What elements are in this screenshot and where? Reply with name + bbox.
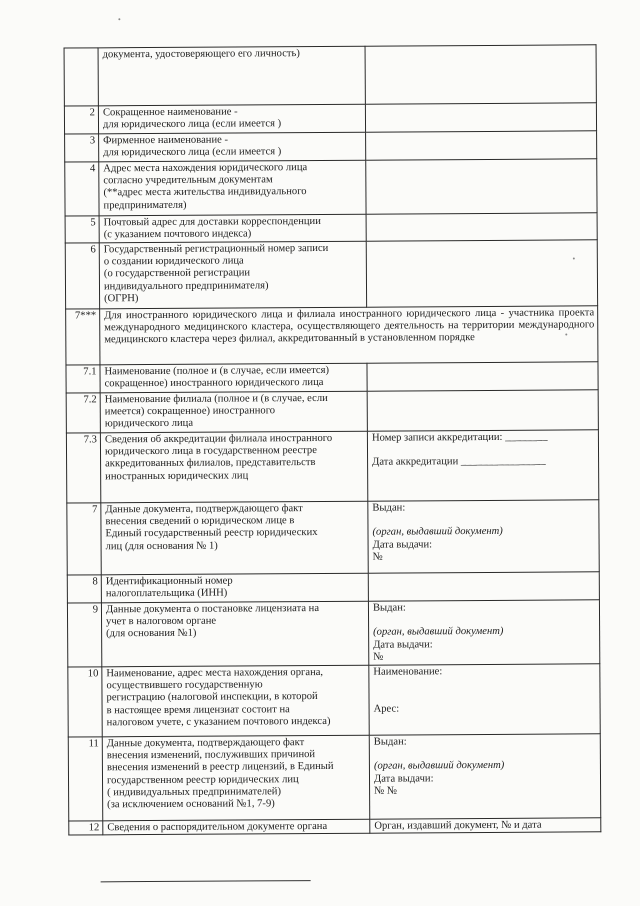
row-label: Государственный регистрационный номер записи о создании юридического лица (о государственной регистрации индивидуального предпринимателя) (ОГРН) (99, 241, 366, 309)
issued-by-fields (368, 500, 599, 573)
row-value (366, 131, 597, 160)
row-number: 2 (64, 106, 98, 134)
row-value (368, 572, 599, 601)
field-line: № (373, 551, 383, 562)
row-value (366, 159, 597, 214)
row-label: Почтовый адрес для доставки корреспонденции (с указанием почтового индекса) (99, 214, 366, 243)
row-value (365, 103, 596, 132)
field-line: № (373, 651, 383, 662)
accreditation-fields: Номер записи аккредитации: ________ Дата аккредитации ________________ (367, 430, 598, 501)
table-row (66, 390, 598, 433)
row-number: 12 (69, 821, 103, 835)
scan-speck (118, 18, 120, 20)
row-number: 7.1 (66, 365, 100, 393)
table-row (66, 306, 598, 365)
table-row (64, 45, 596, 106)
row-label: Данные документа, подтверждающего факт внесения сведений о юридическом лице в Единый государственный реестр юридических лиц (для основания № 1) (101, 501, 368, 575)
row-number: 7*** (66, 309, 100, 365)
table-row (64, 103, 596, 134)
table-row (68, 664, 600, 737)
row-number: 7.2 (66, 393, 100, 433)
row-label: Адрес места нахождения юридического лица согласно учредительным документам (**адрес места жительства индивидуального предпринимателя) (99, 160, 366, 216)
field-line: Выдан: (374, 736, 407, 747)
row-label: Данные документа о постановке лицензиата на учет в налоговом органе (для основания №1) (101, 601, 368, 667)
row-number: 7.3 (66, 433, 100, 503)
row-label: Фирменное наименование - для юридического лица (если имеется ) (99, 132, 366, 162)
application-form-table (64, 44, 602, 835)
field-line: Выдан: (372, 502, 405, 513)
row-value (365, 45, 596, 104)
field-line: (орган, выдавший документ) (373, 626, 503, 638)
row-number: 11 (68, 737, 103, 821)
row-label: Сведения о распорядительном документе органа (103, 819, 370, 835)
table-row (65, 240, 597, 309)
table-row (67, 500, 599, 575)
field-line: № № (374, 785, 397, 796)
table-row (65, 213, 597, 243)
table-row (66, 430, 598, 503)
field-line: Дата выдачи: (373, 539, 433, 550)
row-number: 9 (67, 603, 101, 667)
field-line: Дата выдачи: (373, 639, 433, 650)
row-number: 4 (65, 162, 99, 216)
row-label: документа, удостоверяющего его личность) (98, 46, 365, 106)
table-row (67, 572, 599, 603)
table-row (67, 600, 599, 667)
row-value (366, 213, 597, 241)
row-number: 7 (67, 503, 101, 575)
row-number: 10 (68, 667, 102, 737)
row-value (367, 362, 598, 391)
field-line: (орган, выдавший документ) (374, 760, 504, 772)
field-line: Выдан: (373, 602, 406, 613)
issued-by-fields (368, 600, 599, 665)
row-number (64, 48, 98, 106)
row-label: Идентификационный номер налогоплательщика (ИНН) (101, 573, 368, 603)
table-row (66, 362, 598, 393)
row-label: Сведения об аккредитации филиала иностранного юридического лица в государственном реестре аккредитованных филиалов, представительств иностранных юридических лиц (100, 431, 367, 503)
authority-fields: Наименование: Арес: (369, 664, 600, 735)
row-label: Наименование, адрес места нахождения органа, осуществившего государственную регистрацию (налоговой инспекции, в которой в настоящее время лицензиат состоит на налоговом учете, с указанием почтового индекса) (102, 665, 369, 737)
issued-by-fields (369, 734, 601, 819)
row-label: Наименование (полное и (в случае, если имеется) сокращенное) иностранного юридического лица (100, 363, 367, 393)
row-number: 8 (67, 575, 101, 603)
footnote-separator (101, 880, 311, 882)
table-row (69, 818, 601, 835)
row-label: Сокращенное наименование - для юридического лица (если имеется ) (98, 104, 365, 134)
field-line: (орган, выдавший документ) (372, 526, 502, 538)
row-value (366, 240, 597, 307)
row-number: 6 (65, 243, 99, 309)
table-row (65, 159, 597, 216)
row-value: Орган, издавший документ, № и дата (370, 818, 601, 834)
scan-speck (573, 257, 575, 259)
table-row (65, 131, 597, 162)
row-number: 3 (65, 134, 99, 162)
field-line: Дата выдачи: (374, 773, 434, 784)
row-label: Наименование филиала (полное и (в случае, если имеется) сокращенное) иностранного юридического лица (100, 391, 367, 433)
row-value (367, 390, 598, 431)
scan-speck (565, 333, 567, 335)
table-row (68, 734, 601, 821)
row-label: Данные документа, подтверждающего факт внесения изменений, послуживших причиной внесения изменений в реестр лицензий, в Единый государственном реестр юридических лиц ( индивидуальных предпринимателей) (за исключением оснований №1, 7-9) (102, 735, 370, 821)
row-number: 5 (65, 216, 99, 243)
section-heading: Для иностранного юридического лица и филиала иностранного юридического лица - участника проекта международного медицинского кластера, осуществляющего деятельность на территории международного медицинского кластера через филиал, аккредитованный в установленном порядке (100, 306, 598, 365)
